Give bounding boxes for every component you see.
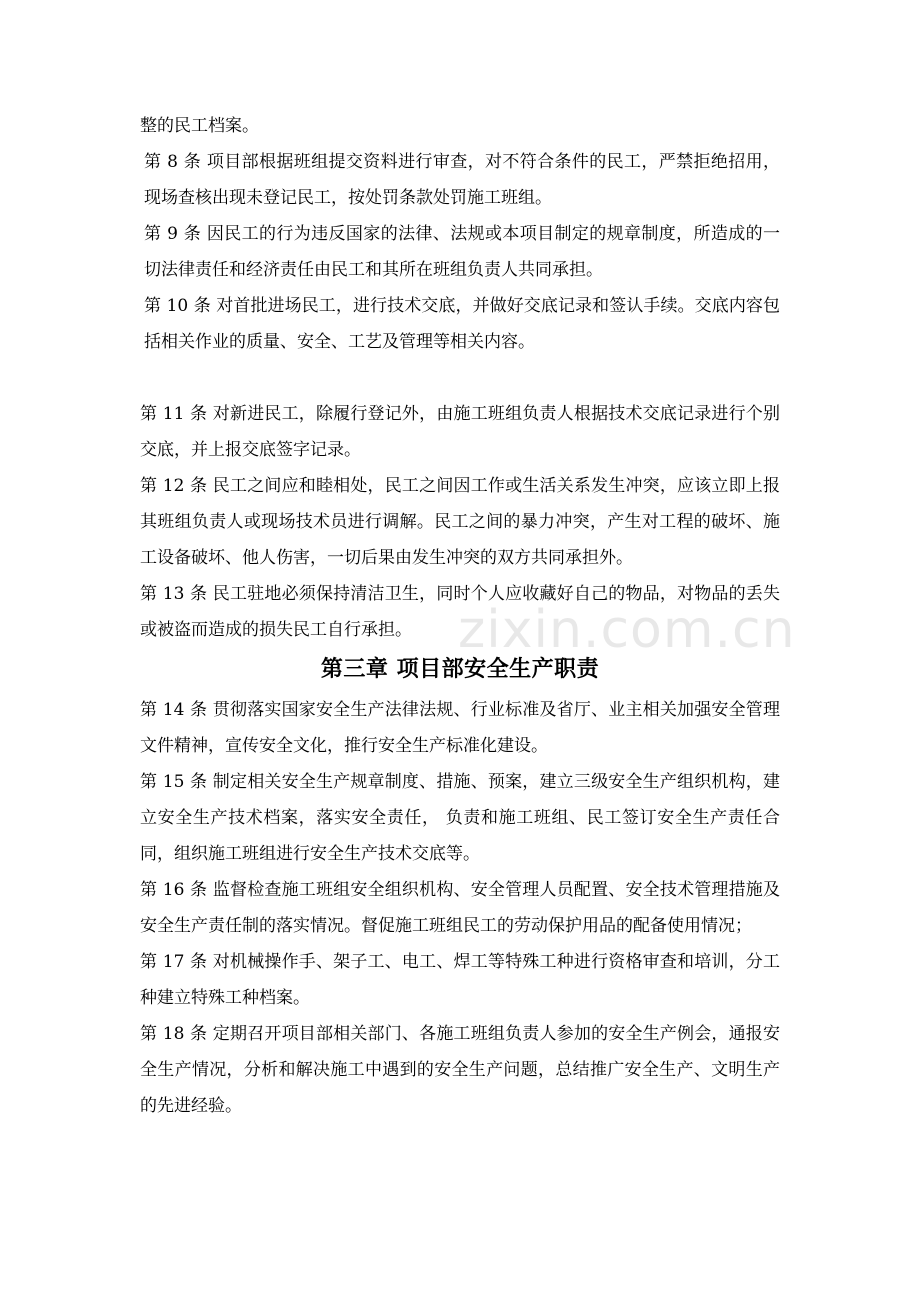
watermark-text: zixin.com.cn bbox=[458, 600, 796, 660]
article-10: 第 10 条 对首批进场民工，进行技术交底，并做好交底记录和签认手续。交底内容包括相关作业的质量、安全、工艺及管理等相关内容。 bbox=[144, 296, 780, 352]
article-14: 第 14 条 贯彻落实国家安全生产法律法规、行业标准及省厅、业主相关加强安全管理文件精神，宣传安全文化，推行安全生产标准化建设。 bbox=[140, 700, 780, 756]
article-13: 第 13 条 民工驻地必须保持清洁卫生，同时个人应收藏好自己的物品，对物品的丢失或被盗而造成的损失民工自行承担。 bbox=[140, 584, 780, 640]
article-17: 第 17 条 对机械操作手、架子工、电工、焊工等特殊工种进行资格审查和培训，分工种建立特殊工种档案。 bbox=[140, 952, 780, 1008]
document-page bbox=[140, 108, 780, 1124]
chapter-title: 第三章 项目部安全生产职责 bbox=[320, 657, 600, 682]
blank-line bbox=[140, 360, 780, 396]
article-15: 第 15 条 制定相关安全生产规章制度、措施、预案，建立三级安全生产组织机构，建立安全生产技术档案，落实安全责任， 负责和施工班组、民工签订安全生产责任合同，组织施工班组进行安全生产技术交底等。 bbox=[140, 772, 780, 864]
article-18: 第 18 条 定期召开项目部相关部门、各施工班组负责人参加的安全生产例会，通报安全生产情况，分析和解决施工中遇到的安全生产问题，总结推广安全生产、文明生产的先进经验。 bbox=[140, 1024, 780, 1116]
paragraph-continuation: 整的民工档案。 bbox=[140, 116, 259, 136]
article-11: 第 11 条 对新进民工，除履行登记外，由施工班组负责人根据技术交底记录进行个别交底，并上报交底签字记录。 bbox=[140, 404, 780, 460]
article-9: 第 9 条 因民工的行为违反国家的法律、法规或本项目制定的规章制度，所造成的一切法律责任和经济责任由民工和其所在班组负责人共同承担。 bbox=[144, 224, 780, 280]
article-8: 第 8 条 项目部根据班组提交资料进行审查，对不符合条件的民工，严禁拒绝招用，现场查核出现未登记民工，按处罚条款处罚施工班组。 bbox=[144, 152, 780, 208]
article-12: 第 12 条 民工之间应和睦相处，民工之间因工作或生活关系发生冲突，应该立即上报其班组负责人或现场技术员进行调解。民工之间的暴力冲突，产生对工程的破坏、施工设备破坏、他人伤害，一切后果由发生冲突的双方共同承担外。 bbox=[140, 476, 780, 568]
article-16: 第 16 条 监督检查施工班组安全组织机构、安全管理人员配置、安全技术管理措施及安全生产责任制的落实情况。督促施工班组民工的劳动保护用品的配备使用情况； bbox=[140, 880, 780, 936]
